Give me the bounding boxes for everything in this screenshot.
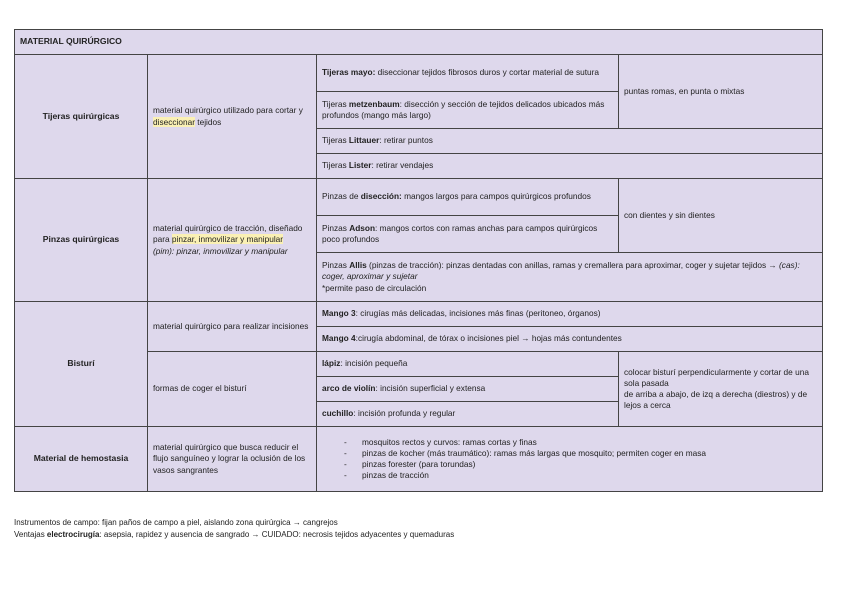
tijeras-description: material quirúrgico utilizado para cortar y diseccionar tejidos	[148, 55, 317, 179]
bisturi-arco: arco de violín: incisión superficial y extensa	[317, 377, 619, 402]
bisturi-position: colocar bisturí perpendicularmente y cortar de una sola pasada de arriba a abajo, de izq a derecha (diestros) y de lejos a cerca	[619, 352, 823, 427]
pinzas-description: material quirúrgico de tracción, diseñado para pinzar, inmovilizar y manipular (pim): pinzar, inmovilizar y manipular	[148, 179, 317, 302]
list-item: - pinzas forester (para torundas)	[344, 459, 817, 470]
table-title: MATERIAL QUIRÚRGICO	[15, 30, 823, 55]
table-row	[15, 427, 823, 492]
footer-line-campo: Instrumentos de campo: fijan paños de campo a piel, aislando zona quirúrgica → cangrejos	[14, 518, 338, 527]
tijeras-tips: puntas romas, en punta o mixtas	[619, 55, 823, 129]
list-item: - mosquitos rectos y curvos: ramas cortas y finas	[344, 437, 817, 448]
footer-notes	[14, 517, 454, 540]
table-row	[15, 55, 823, 92]
bisturi-mango-4: Mango 4:cirugía abdominal, de tórax o incisiones piel → hojas más contundentes	[317, 327, 823, 352]
pinzas-adson: Pinzas Adson: mangos cortos con ramas anchas para campos quirúrgicos poco profundos	[317, 216, 619, 253]
category-hemostasia: Material de hemostasia	[15, 427, 148, 492]
list-item: - pinzas de kocher (más traumático): ramas más largas que mosquito; permiten coger en masa	[344, 448, 817, 459]
category-tijeras: Tijeras quirúrgicas	[15, 55, 148, 179]
highlight-diseccionar: diseccionar	[153, 116, 195, 127]
list-item: - pinzas de tracción	[344, 470, 817, 481]
bisturi-description: material quirúrgico para realizar incisiones	[148, 302, 317, 352]
hemostasia-list-cell	[317, 427, 823, 492]
hemostasia-description: material quirúrgico que busca reducir el flujo sanguíneo y lograr la oclusión de los vasos sangrantes	[148, 427, 317, 492]
bisturi-lapiz: lápiz: incisión pequeña	[317, 352, 619, 377]
hemostasia-list	[322, 437, 817, 482]
tijeras-lister: Tijeras Lister: retirar vendajes	[317, 154, 823, 179]
footer-line-electrocirugia: Ventajas electrocirugía: asepsia, rapidez y ausencia de sangrado → CUIDADO: necrosis tejidos adyacentes y quemaduras	[14, 529, 455, 539]
tijeras-littauer: Tijeras Littauer: retirar puntos	[317, 129, 823, 154]
bisturi-cuchillo: cuchillo: incisión profunda y regular	[317, 402, 619, 427]
table-title-row	[15, 30, 823, 55]
category-bisturi: Bisturí	[15, 302, 148, 427]
table-row	[15, 302, 823, 327]
tijeras-mayo: Tijeras mayo: diseccionar tejidos fibrosos duros y cortar material de sutura	[317, 55, 619, 92]
pinzas-allis: Pinzas Allis (pinzas de tracción): pinzas dentadas con anillas, ramas y cremallera para aproximar, coger y sujetar tejidos → (cas): coger, aproximar y sujetar *permite paso de circulación	[317, 253, 823, 302]
highlight-pim: pinzar, inmovilizar y manipular	[171, 234, 284, 245]
surgical-material-table	[14, 29, 823, 492]
pinzas-diseccion: Pinzas de disección: mangos largos para campos quirúrgicos profundos	[317, 179, 619, 216]
pinzas-teeth: con dientes y sin dientes	[619, 179, 823, 253]
bisturi-mango-3: Mango 3: cirugías más delicadas, incisiones más finas (peritoneo, órganos)	[317, 302, 823, 327]
bisturi-grip-description: formas de coger el bisturí	[148, 352, 317, 427]
table-row	[15, 179, 823, 216]
tijeras-metzenbaum: Tijeras metzenbaum: disección y sección de tejidos delicados ubicados más profundos (mango más largo)	[317, 92, 619, 129]
category-pinzas: Pinzas quirúrgicas	[15, 179, 148, 302]
